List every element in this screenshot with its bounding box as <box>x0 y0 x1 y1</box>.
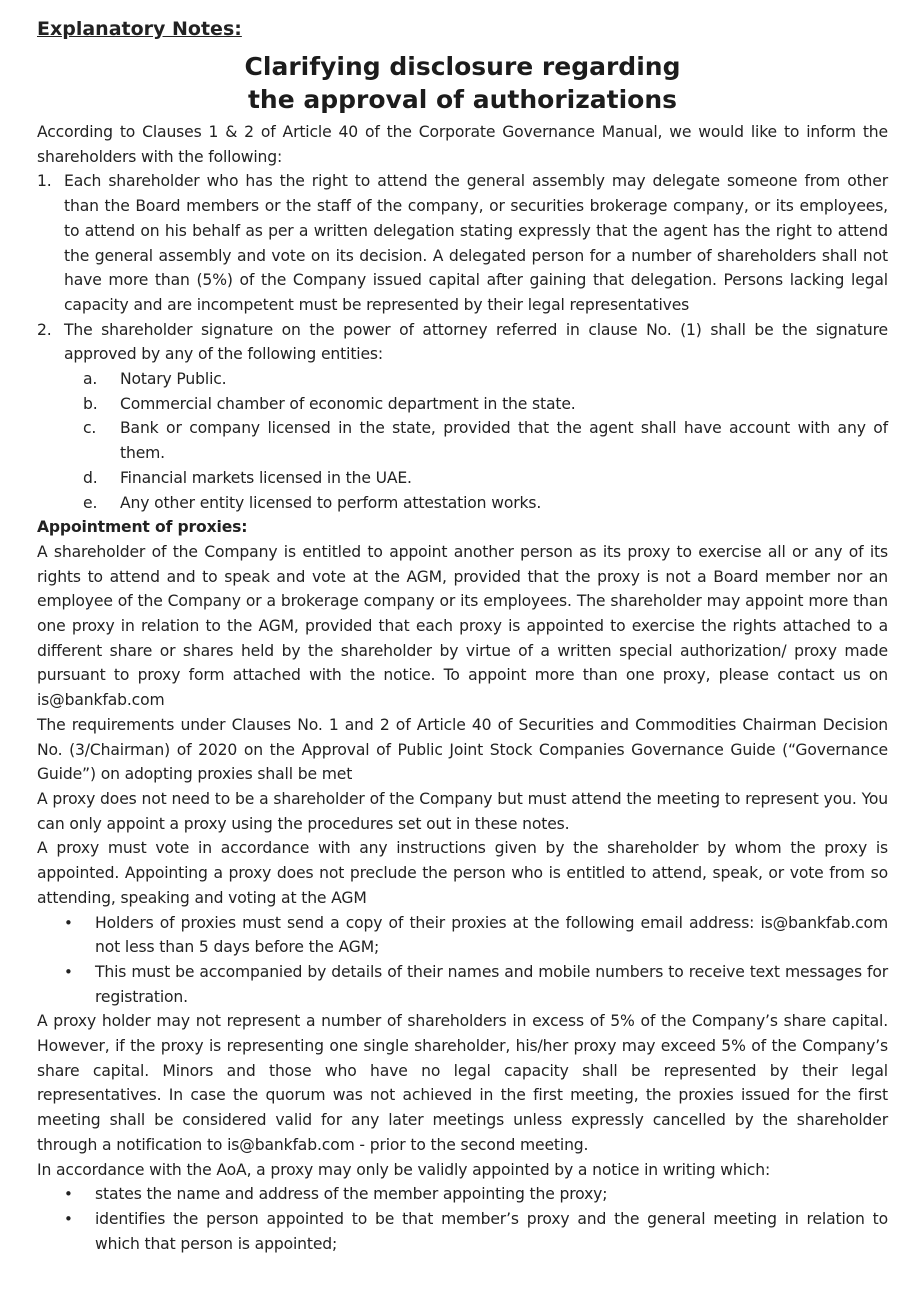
entity-letter: d. <box>83 468 98 487</box>
entity-text: Commercial chamber of economic department in the state. <box>120 394 576 413</box>
bullet-text: identifies the person appointed to be that member’s proxy and the general meeting in relation to which that person is appointed; <box>95 1209 888 1253</box>
title-line-1: Clarifying disclosure regarding <box>244 52 681 81</box>
entity-item <box>83 392 888 417</box>
bullet-text: states the name and address of the member appointing the proxy; <box>95 1185 608 1204</box>
bullet-item <box>64 911 888 960</box>
entity-text: Notary Public. <box>120 370 227 389</box>
numbered-item <box>37 169 888 317</box>
entity-item <box>83 416 888 465</box>
entity-item <box>83 466 888 491</box>
entity-letter: b. <box>83 394 98 413</box>
bullet-icon: • <box>64 1185 73 1204</box>
entity-text: Any other entity licensed to perform attestation works. <box>120 493 542 512</box>
proxies-heading: Appointment of proxies: <box>37 518 248 537</box>
proxy-paragraph-4: A proxy must vote in accordance with any instructions given by the shareholder by whom the proxy is appointed. Appointing a proxy does not preclude the person who is entitled to attend, speak, or vote from so attending, speaking and voting at the AGM <box>37 839 888 907</box>
entity-letter: c. <box>83 419 97 438</box>
bullet-item <box>64 960 888 1009</box>
numbered-item <box>37 318 888 367</box>
item-number: 1. <box>37 172 52 191</box>
proxy-paragraph-1: A shareholder of the Company is entitled to appoint another person as its proxy to exercise all or any of its rights to attend and to speak and vote at the AGM, provided that the proxy is not a Board member nor an employee of the Company or a brokerage company or its employees. The shareholder may appoint more than one proxy in relation to the AGM, provided that each proxy is appointed to exercise the rights attached to a different share or shares held by the shareholder by virtue of a written special authorization/ proxy made pursuant to proxy form attached with the notice. To appoint more than one proxy, please contact us on is@bankfab.com <box>37 542 888 710</box>
bullet-icon: • <box>64 962 73 981</box>
bullet-text: This must be accompanied by details of their names and mobile numbers to receive text messages for registration. <box>95 962 888 1006</box>
bullet-item <box>64 1182 888 1207</box>
item-text: Each shareholder who has the right to attend the general assembly may delegate someone from other than the Board members or the staff of the company, or securities brokerage company, or its employees, to attend on his behalf as per a written delegation stating expressly that the agent has the right to attend the general assembly and vote on its decision. A delegated person for a number of shareholders shall not have more than (5%) of the Company issued capital after gaining that delegation. Persons lacking legal capacity and are incompetent must be represented by their legal representatives <box>64 172 888 314</box>
proxy-paragraph-2: The requirements under Clauses No. 1 and 2 of Article 40 of Securities and Commodities Chairman Decision No. (3/Chairman) of 2020 on the Approval of Public Joint Stock Companies Governance Guide (“Governance Guide”) on adopting proxies shall be met <box>37 715 888 784</box>
item-number: 2. <box>37 320 52 339</box>
entity-letter: e. <box>83 493 98 512</box>
explanatory-notes-heading: Explanatory Notes: <box>37 18 242 40</box>
entity-item <box>83 367 888 392</box>
entity-item <box>83 491 888 516</box>
intro-paragraph: According to Clauses 1 & 2 of Article 40 of the Corporate Governance Manual, we would like to inform the shareholders with the following: <box>37 123 888 166</box>
bullet-item <box>64 1207 888 1256</box>
proxy-paragraph-3: A proxy does not need to be a shareholder of the Company but must attend the meeting to represent you. You can only appoint a proxy using the procedures set out in these notes. <box>37 789 888 833</box>
document-title <box>37 50 888 116</box>
document-body <box>37 120 888 1256</box>
bullet-icon: • <box>64 1209 73 1228</box>
proxy-paragraph-5: A proxy holder may not represent a number of shareholders in excess of 5% of the Company’s share capital. However, if the proxy is representing one single shareholder, his/her proxy may exceed 5% of the Company’s share capital. Minors and those who have no legal capacity shall be represented by their legal representatives. In case the quorum was not achieved in the first meeting, the proxies issued for the first meeting shall be considered valid for any later meetings unless expressly cancelled by the shareholder through a notification to is@bankfab.com - prior to the second meeting. <box>37 1012 888 1154</box>
entity-text: Financial markets licensed in the UAE. <box>120 468 412 487</box>
item-text: The shareholder signature on the power of attorney referred in clause No. (1) shall be the signature approved by any of the following entities: <box>64 320 888 364</box>
bullet-text: Holders of proxies must send a copy of their proxies at the following email address: is@bankfab.com not less than 5 days before the AGM; <box>95 913 888 957</box>
title-line-2: the approval of authorizations <box>247 85 678 114</box>
proxy-paragraph-6: In accordance with the AoA, a proxy may only be validly appointed by a notice in writing which: <box>37 1160 771 1179</box>
bullet-icon: • <box>64 913 73 932</box>
entity-letter: a. <box>83 370 98 389</box>
entity-text: Bank or company licensed in the state, provided that the agent shall have account with any of them. <box>120 419 888 463</box>
